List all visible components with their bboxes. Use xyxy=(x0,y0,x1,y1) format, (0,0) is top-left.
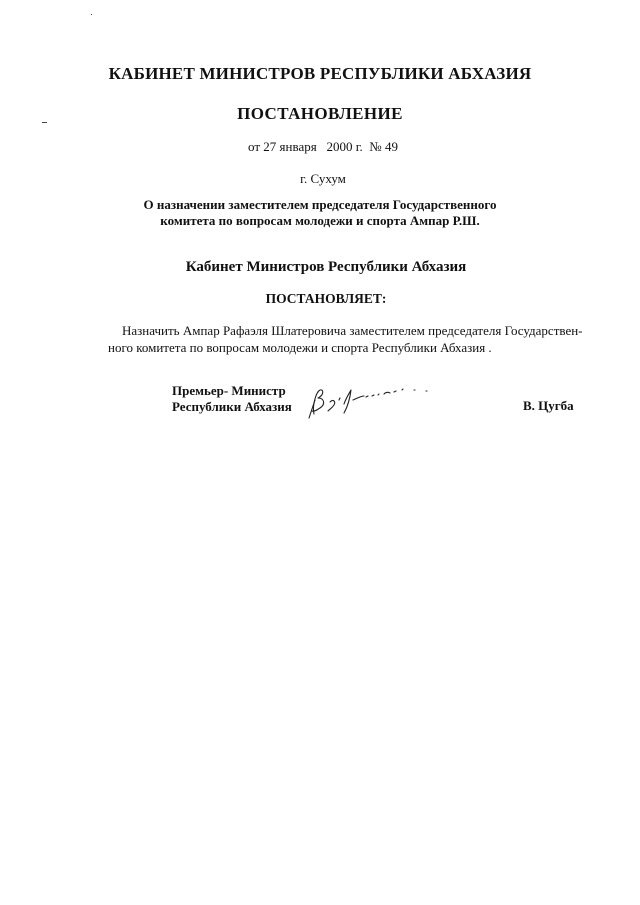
document-body xyxy=(108,322,600,356)
document-subject xyxy=(0,197,640,229)
resolves-heading: ПОСТАНОВЛЯЕТ: xyxy=(265,291,387,306)
signatory-name: В. Цугба xyxy=(523,398,574,413)
issuing-body: Кабинет Министров Республики Абхазия xyxy=(185,259,467,275)
subject-line: О назначении заместителем председателя Государственного xyxy=(143,197,497,212)
signatory-title-line: Республики Абхазия xyxy=(172,399,292,414)
document-city: г. Сухум xyxy=(300,171,346,186)
signatory-title-line: Премьер- Министр xyxy=(172,383,286,398)
document-date-number: от 27 января 2000 г. № 49 xyxy=(248,139,398,154)
document-type-title: ПОСТАНОВЛЕНИЕ xyxy=(237,104,403,123)
body-line: Назначить Ампар Рафаэля Шлатеровича заместителем председателя Государствен- xyxy=(122,323,583,338)
subject-line: комитета по вопросам молодежи и спорта Ампар Р.Ш. xyxy=(160,213,480,228)
signatory-title xyxy=(172,383,292,415)
handwritten-signature xyxy=(306,378,446,422)
document-header: КАБИНЕТ МИНИСТРОВ РЕСПУБЛИКИ АБХАЗИЯ xyxy=(108,64,532,83)
scan-speck xyxy=(91,14,92,15)
body-line: ного комитета по вопросам молодежи и спорта Республики Абхазия . xyxy=(108,340,492,355)
